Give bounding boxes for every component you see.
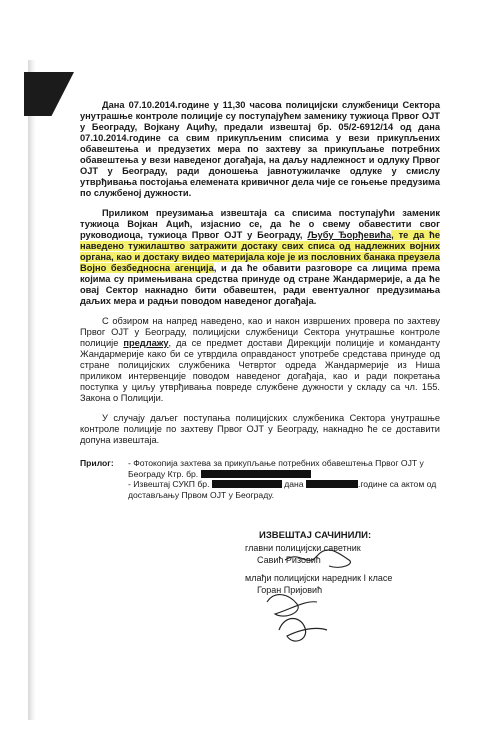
signature-line-3: млађи полицијски наредник I класе <box>245 573 393 583</box>
attachment-item-2 <box>128 479 440 500</box>
redaction-block <box>201 470 311 478</box>
signature-scribble-2 <box>267 595 317 616</box>
paragraph-2-highlighted-text: , те да ће наведено тужилаштво затражити достаку свих списа од надлежних војних органа, као и достаку видео материјала које је из пословних банака преузела Војно безбедносна агенција <box>80 230 440 273</box>
paragraph-3-text-before: С обзиром на напред наведено, као и након извршених провера по захтеву Првог ОЈТ у Београду, полицијски службеници Сектора унутрашње контроле полиције <box>80 316 440 348</box>
paragraph-1-text: Дана 07.10.2014.године у 11,30 часова полицијски службеници Сектора унутрашње контроле полиције су поступајућем заменику тужиоца Првог ОЈТ у Београду, Војкану Ацићу, предали извештај бр. 05/2-6912/14 од дана 07.10.2014.године са свим прикупљеним списима у вези прикупљених обавештења и предузетих мера по захтеву за прикупљање потребних обавештења у вези наведеног догађаја, на даљу надлежност и одлуку Првог ОЈТ у Београду, ради доношења јавнотужилачке одлуке у смислу утврђивања постојања елемената кривичног дела чије се гоњење предузима по службеној дужности. <box>80 100 440 198</box>
paragraph-3-underlined: предлажу <box>123 338 169 348</box>
paragraph-3-text-after: , да се предмет достави Дирекцији полиције и команданту Жандармерије како би се утврдила оправданост употребе средстава принуде од стране полицијских службеника Четвртог одреда Жандармерије из Ниша приликом интервенције поводом наведеног догађаја, као и ради покретања поступка у циљу утврђивања повреде службене дужности у складу са чл. 155. Закона о Полицији. <box>80 338 440 403</box>
scan-edge-shadow <box>28 60 36 720</box>
signature-line-1: главни полицијски саветник <box>245 543 361 553</box>
attachment-item-2-text-c: .године са актом од достављању Првом ОЈТ у Београду. <box>128 479 437 500</box>
document-body <box>80 100 440 500</box>
redaction-block <box>306 480 358 488</box>
signature-title: ИЗВЕШТАЈ САЧИНИЛИ: <box>259 530 372 541</box>
attachment-item-1-text: - Фотокопија захтева за прикупљање потребних обавештења Првог ОЈТ у Београду Ктр. бр. <box>128 458 424 479</box>
paragraph-1 <box>80 100 440 199</box>
attachments-list <box>128 458 440 500</box>
attachments-label: Прилог: <box>80 458 114 468</box>
signature-block <box>245 530 455 596</box>
signature-scribble-3 <box>279 619 327 642</box>
paragraph-2 <box>80 208 440 307</box>
paragraph-3 <box>80 316 440 404</box>
signature-line-2: Савић Ризовић <box>257 555 321 565</box>
attachments <box>80 458 440 500</box>
paragraph-2-name-underlined: Љубу Ђорђевића <box>307 230 392 240</box>
paragraph-4 <box>80 413 440 446</box>
attachment-item-2-text-b: дана <box>284 479 304 489</box>
attachment-item-1 <box>128 458 440 479</box>
paragraph-4-text: У случају даљег поступања полицијских службеника Сектора унутрашње контроле полиције по захтеву Првог ОЈТ у Београду, накнадно ће се доставити допуна извештаја. <box>80 413 440 445</box>
paragraph-3-wrap <box>80 316 440 404</box>
paragraph-2-wrap <box>80 208 440 307</box>
attachment-item-2-text-a: - Извештај СУКП бр. <box>128 479 210 489</box>
signature-line-4: Горан Пријовић <box>257 585 323 595</box>
redaction-block <box>212 480 282 488</box>
paragraph-2-text-before: Приликом преузимања извештаја са списима поступајући заменик тужиоца Војкан Ацић, изјаснио се, да ће о свему обавестити свог руководиоца, тужиоца Првог ОЈТ у Београду, <box>80 208 440 240</box>
paragraph-2-text-after: , и да ће обавити разговоре са лицима према којима су примењивана средства принуде од стране Жандармерије, а да ће овај Сектор накнадно бити обавештен, ради евентуалног предузимања даљих мера и радњи поводом наведеног догађаја. <box>80 263 440 306</box>
scan-corner-mark <box>24 72 74 116</box>
